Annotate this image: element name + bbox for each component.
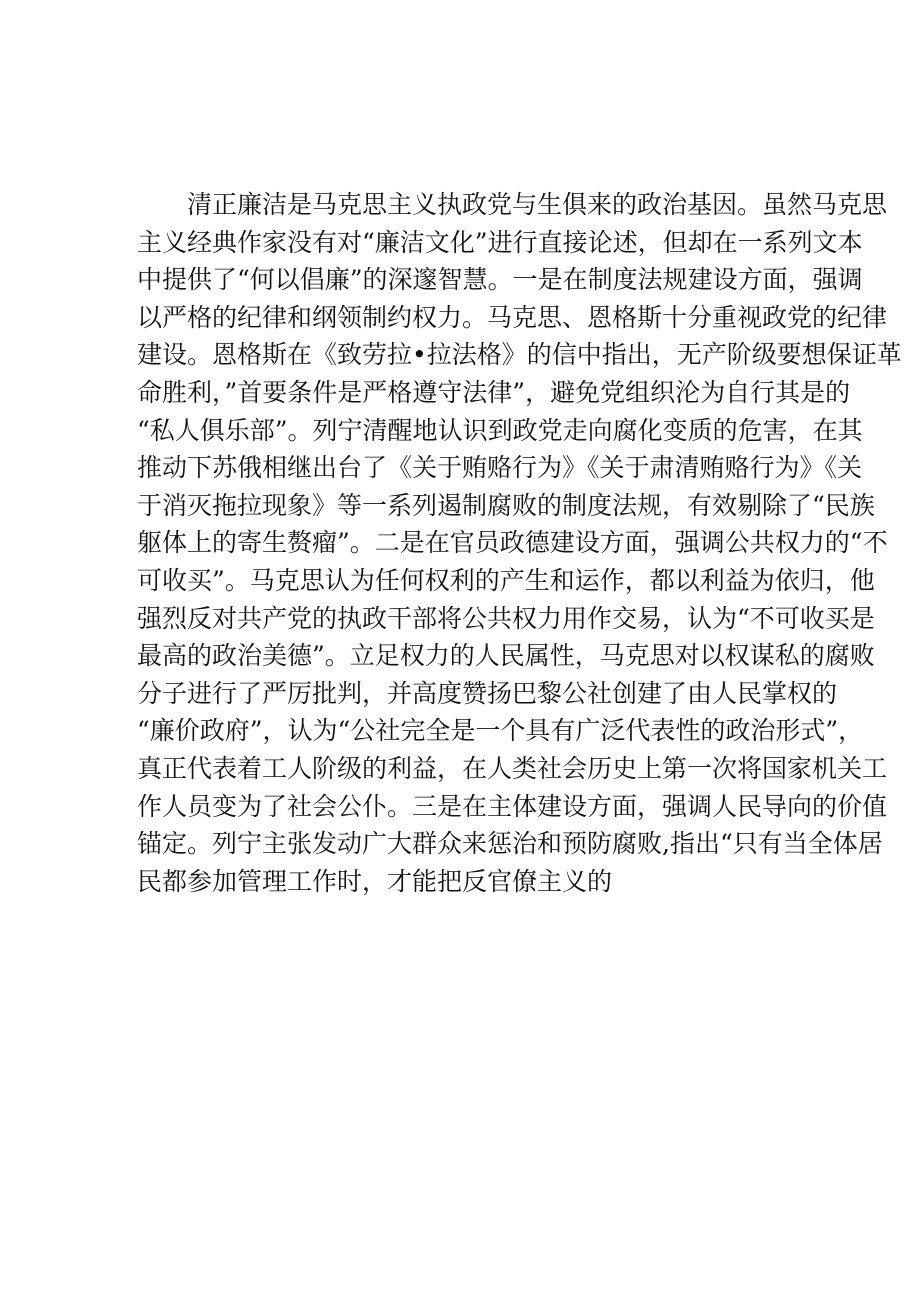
paragraph-line: “廉价政府”，认为“公社完全是一个具有广泛代表性的政治形式”， xyxy=(137,716,864,746)
paragraph-line: 作人员变为了社会公仆。三是在主体建设方面，强调人民导向的价值 xyxy=(137,791,888,821)
paragraph-line: 命胜利，”首要条件是严格遵守法律”，避免党组织沦为自行其是的 xyxy=(137,377,851,407)
paragraph-line: 可收买”。马克思认为任何权利的产生和运作，都以利益为依归，他 xyxy=(137,565,875,595)
paragraph-line: 躯体上的寄生赘瘤”。二是在官员政德建设方面，强调公共权力的“不 xyxy=(137,528,888,558)
paragraph-line: 真正代表着工人阶级的利益，在人类社会历史上第一次将国家机关工 xyxy=(137,753,888,783)
paragraph-line: 民都参加管理工作时，才能把反官僚主义的 xyxy=(137,866,613,896)
paragraph-line: 以严格的纪律和纲领制约权力。马克思、恩格斯十分重视政党的纪律 xyxy=(137,302,888,332)
paragraph-line: 主义经典作家没有对“廉洁文化”进行直接论述，但却在一系列文本 xyxy=(137,227,863,257)
paragraph-line: 推动下苏俄相继出台了《关于贿赂行为》《关于肃清贿赂行为》《关 xyxy=(137,453,863,483)
paragraph-line: 清正廉洁是马克思主义执政党与生俱来的政治基因。虽然马克思 xyxy=(137,190,888,219)
paragraph-line: 于消灭拖拉现象》等一系列遏制腐败的制度法规，有效剔除了“民族 xyxy=(137,490,875,520)
body-paragraph xyxy=(137,186,902,900)
paragraph-line: 强烈反对共产党的执政干部将公共权力用作交易，认为“不可收买是 xyxy=(137,603,875,633)
paragraph-line: “私人俱乐部”。列宁清醒地认识到政党走向腐化变质的危害，在其 xyxy=(137,415,863,445)
paragraph-line: 锚定。列宁主张发动广大群众来惩治和预防腐败,指出“只有当全体居 xyxy=(137,829,883,859)
paragraph-line: 中提供了“何以倡廉”的深邃智慧。一是在制度法规建设方面，强调 xyxy=(137,265,863,295)
paragraph-line: 最高的政治美德”。立足权力的人民属性，马克思对以权谋私的腐败 xyxy=(137,641,875,671)
paragraph-line: 建设。恩格斯在《致劳拉•拉法格》的信中指出，无产阶级要想保证革 xyxy=(137,340,902,370)
paragraph-line: 分子进行了严厉批判，并高度赞扬巴黎公社创建了由人民掌权的 xyxy=(137,678,838,708)
